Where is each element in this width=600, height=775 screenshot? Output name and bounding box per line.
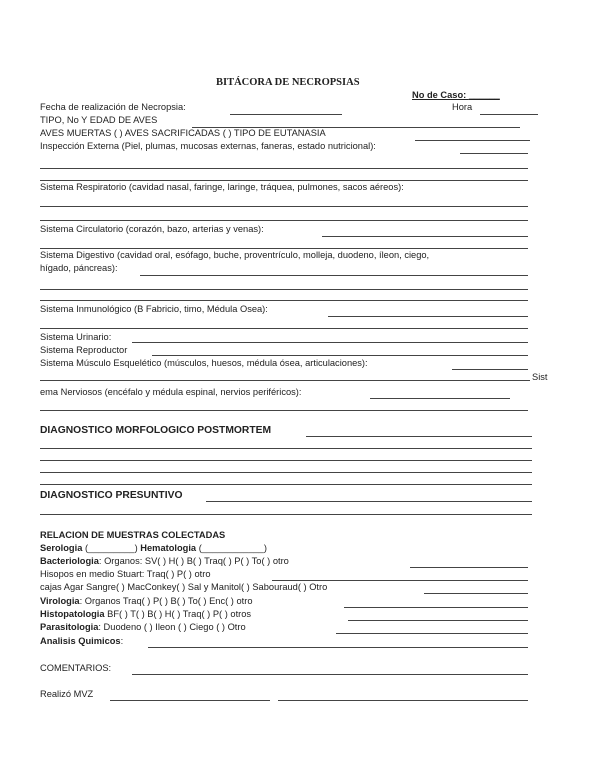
bacteriology-other-field[interactable] — [410, 567, 528, 568]
musculoskeletal-field[interactable] — [452, 369, 528, 370]
immune-label: Sistema Inmunológico (B Fabricio, timo, Médula Osea): — [40, 304, 268, 314]
parasitology-other-field[interactable] — [336, 633, 528, 634]
date-field[interactable] — [230, 114, 342, 115]
bacteriology-row: Bacteriologia: Organos: SV( ) H( ) B( ) Traq( ) P( ) To( ) otro — [40, 556, 289, 566]
nervous-line[interactable] — [40, 410, 528, 411]
hour-field[interactable] — [480, 114, 538, 115]
circulatory-label: Sistema Circulatorio (corazón, bazo, arterias y venas): — [40, 224, 264, 234]
presumptive-diagnosis-label: DIAGNOSTICO PRESUNTIVO — [40, 490, 183, 501]
form-title: BITÁCORA DE NECROPSIAS — [216, 77, 360, 88]
respiratory-line[interactable] — [40, 206, 528, 207]
parasitology-row: Parasitologia: Duodeno ( ) Ileon ( ) Ciego ( ) Otro — [40, 622, 246, 632]
euthanasia-field[interactable] — [415, 140, 530, 141]
urinary-field[interactable] — [132, 342, 528, 343]
nervous-label-start: Sist — [532, 372, 548, 382]
swabs-row: Hisopos en medio Stuart: Traq( ) P( ) otro — [40, 569, 211, 579]
respiratory-label: Sistema Respiratorio (cavidad nasal, faringe, laringe, tráquea, pulmones, sacos aéreos): — [40, 182, 404, 192]
swabs-other-field[interactable] — [272, 580, 528, 581]
virology-row: Virologia: Organos Traq( ) P( ) B( ) To( ) Enc( ) otro — [40, 596, 253, 606]
comments-field[interactable] — [132, 674, 528, 675]
immune-line[interactable] — [40, 328, 528, 329]
reproductive-label: Sistema Reproductor — [40, 345, 128, 355]
reproductive-field[interactable] — [152, 355, 528, 356]
performed-by-field[interactable] — [110, 700, 270, 701]
musculoskeletal-line[interactable] — [40, 380, 530, 381]
chemical-analysis-row: Analisis Quimicos: — [40, 636, 124, 646]
case-number-label: No de Caso: ______ — [412, 90, 500, 100]
performed-by-label: Realizó MVZ — [40, 689, 94, 699]
dead-sacrificed-label: AVES MUERTAS ( ) AVES SACRIFICADAS ( ) TIPO DE EUTANASIA — [40, 128, 326, 138]
histopathology-other-field[interactable] — [348, 620, 528, 621]
chemical-analysis-field[interactable] — [148, 647, 528, 648]
bird-type-label: TIPO, No Y EDAD DE AVES — [40, 115, 158, 125]
morphologic-diagnosis-field[interactable] — [306, 436, 532, 437]
digestive-line[interactable] — [40, 300, 528, 301]
signature-field[interactable] — [278, 700, 528, 701]
morphologic-diagnosis-line[interactable] — [40, 448, 532, 449]
serology-row: Serologia (_________) Hematologia (____________) — [40, 543, 267, 553]
morphologic-diagnosis-label: DIAGNOSTICO MORFOLOGICO POSTMORTEM — [40, 425, 272, 436]
external-inspection-line[interactable] — [40, 168, 528, 169]
digestive-field[interactable] — [140, 275, 528, 276]
virology-other-field[interactable] — [344, 607, 528, 608]
respiratory-line[interactable] — [40, 220, 528, 221]
agar-other-field[interactable] — [424, 593, 528, 594]
samples-section-title: RELACION DE MUESTRAS COLECTADAS — [40, 530, 226, 540]
digestive-label-cont: hígado, páncreas): — [40, 263, 118, 273]
external-inspection-field[interactable] — [460, 153, 528, 154]
morphologic-diagnosis-line[interactable] — [40, 484, 532, 485]
nervous-field[interactable] — [370, 398, 510, 399]
circulatory-field[interactable] — [322, 236, 528, 237]
presumptive-diagnosis-field[interactable] — [206, 501, 532, 502]
circulatory-line[interactable] — [40, 248, 528, 249]
morphologic-diagnosis-line[interactable] — [40, 472, 532, 473]
date-label: Fecha de realización de Necropsia: — [40, 102, 186, 112]
hour-label: Hora — [452, 102, 473, 112]
digestive-line[interactable] — [40, 289, 528, 290]
presumptive-diagnosis-line[interactable] — [40, 514, 532, 515]
histopathology-row: Histopatologia BF( ) T( ) B( ) H( ) Traq( ) P( ) otros — [40, 609, 252, 619]
external-inspection-label: Inspección Externa (Piel, plumas, mucosas externas, faneras, estado nutricional): — [40, 141, 376, 151]
external-inspection-line[interactable] — [40, 180, 528, 181]
agar-plates-row: cajas Agar Sangre( ) MacConkey( ) Sal y Manitol( ) Sabouraud( ) Otro — [40, 582, 328, 592]
digestive-label: Sistema Digestivo (cavidad oral, esófago, buche, proventrículo, molleja, duodeno, íleon, ciego, — [40, 250, 430, 260]
urinary-label: Sistema Urinario: — [40, 332, 112, 342]
morphologic-diagnosis-line[interactable] — [40, 460, 532, 461]
nervous-label: ema Nerviosos (encéfalo y médula espinal, nervios periféricos): — [40, 387, 302, 397]
musculoskeletal-label: Sistema Músculo Esquelético (músculos, huesos, médula ósea, articulaciones): — [40, 358, 368, 368]
immune-field[interactable] — [328, 316, 528, 317]
comments-label: COMENTARIOS: — [40, 663, 112, 673]
